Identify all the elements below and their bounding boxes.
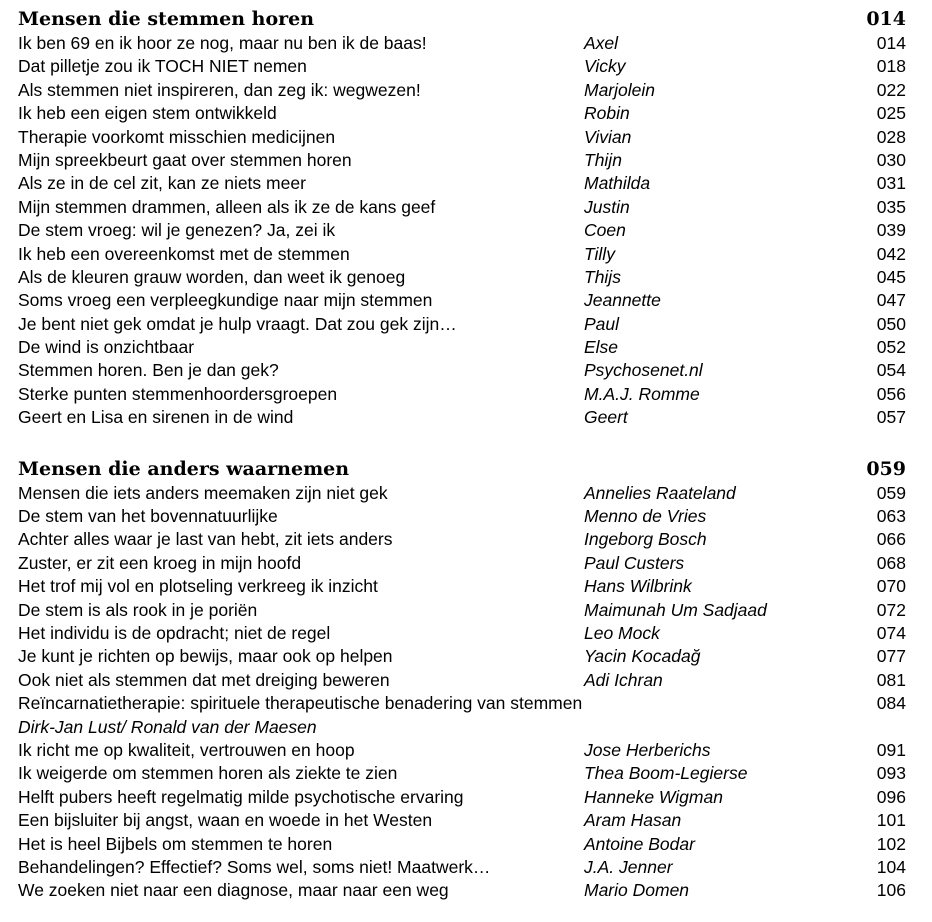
entry-author: Annelies Raateland	[584, 482, 736, 503]
entry-title: Je kunt je richten op bewijs, maar ook op helpen	[18, 646, 393, 667]
entry-title: Helft pubers heeft regelmatig milde psychotische ervaring	[18, 786, 464, 807]
toc-entry	[18, 879, 906, 902]
entry-author: Adi Ichran	[584, 669, 663, 690]
entry-page-number: 045	[876, 266, 906, 287]
entry-author: Thea Boom-Legierse	[584, 763, 748, 784]
entry-author: Menno de Vries	[584, 506, 707, 527]
toc-entry	[18, 692, 906, 715]
entry-page-number: 096	[876, 786, 906, 807]
entry-title: Het trof mij vol en plotseling verkreeg ik inzicht	[18, 576, 378, 597]
entry-page-number: 081	[876, 669, 906, 690]
entry-title: De stem vroeg: wil je genezen? Ja, zei ik	[18, 220, 336, 241]
entry-title: Ik heb een eigen stem ontwikkeld	[18, 103, 277, 124]
entry-page-number: 106	[876, 880, 906, 901]
entry-page-number: 077	[876, 646, 906, 667]
entry-title: De stem is als rook in je poriën	[18, 599, 258, 620]
entry-author: Maimunah Um Sadjaad	[584, 599, 767, 620]
entry-author: Hanneke Wigman	[584, 786, 723, 807]
entry-page-number: 042	[876, 243, 906, 264]
toc-entry	[18, 552, 906, 575]
toc-entry	[18, 762, 906, 785]
entry-title: Ik richt me op kwaliteit, vertrouwen en hoop	[18, 739, 355, 760]
toc-entry	[18, 856, 906, 879]
entry-page-number: 063	[876, 506, 906, 527]
toc-entry	[18, 669, 906, 692]
toc-entry	[18, 243, 906, 266]
entry-title: Zuster, er zit een kroeg in mijn hoofd	[18, 552, 302, 573]
entry-page-number: 057	[876, 407, 906, 428]
entry-title: Ik heb een overeenkomst met de stemmen	[18, 243, 350, 264]
entry-title: Het individu is de opdracht; niet de regel	[18, 622, 331, 643]
entry-page-number: 018	[876, 56, 906, 77]
entry-page-number: 091	[876, 739, 906, 760]
entry-page-number: 068	[876, 552, 906, 573]
entry-author: Axel	[584, 33, 619, 53]
entry-page-number: 047	[876, 290, 906, 311]
toc-entry	[18, 622, 906, 645]
entry-author: J.A. Jenner	[584, 856, 673, 877]
toc-entry	[18, 219, 906, 242]
entry-page-number: 070	[876, 576, 906, 597]
entry-author: Dirk-Jan Lust/ Ronald van der Maesen	[18, 716, 317, 737]
toc-entry	[18, 482, 906, 505]
entry-title: Stemmen horen. Ben je dan gek?	[18, 360, 279, 381]
entry-author: Mathilda	[584, 173, 651, 194]
entry-title: Als de kleuren grauw worden, dan weet ik genoeg	[18, 266, 406, 287]
toc-entry	[18, 833, 906, 856]
toc-entry	[18, 172, 906, 195]
entry-author: Paul	[584, 313, 620, 334]
toc-entry	[18, 406, 906, 429]
toc-entry	[18, 126, 906, 149]
entry-author: M.A.J. Romme	[584, 383, 700, 404]
toc-entry	[18, 505, 906, 528]
toc-entry	[18, 55, 906, 78]
entry-author: Mario Domen	[584, 880, 690, 901]
entry-page-number: 031	[876, 173, 906, 194]
toc-entry	[18, 575, 906, 598]
section-heading	[18, 456, 906, 482]
entry-title: We zoeken niet naar een diagnose, maar naar een weg	[18, 880, 449, 901]
entry-author: Hans Wilbrink	[584, 576, 692, 597]
entry-title: Geert en Lisa en sirenen in de wind	[18, 407, 294, 428]
entry-page-number: 052	[876, 337, 906, 358]
entry-author: Aram Hasan	[584, 810, 682, 831]
entry-page-number: 093	[876, 763, 906, 784]
entry-author: Else	[584, 337, 619, 358]
section-page-number: 014	[866, 8, 906, 30]
entry-title: Een bijsluiter bij angst, waan en woede in het Westen	[18, 810, 433, 831]
entry-page-number: 014	[876, 33, 906, 53]
toc-entry	[18, 313, 906, 336]
entry-author: Thijs	[584, 266, 621, 287]
entry-page-number: 025	[876, 103, 906, 124]
entry-page-number: 039	[876, 220, 906, 241]
entry-title: Het is heel Bijbels om stemmen te horen	[18, 833, 333, 854]
entry-author: Vicky	[584, 56, 626, 77]
entry-author: Jose Herberichs	[584, 739, 711, 760]
entry-title: Behandelingen? Effectief? Soms wel, soms niet! Maatwerk…	[18, 856, 491, 877]
entry-title: De stem van het bovennatuurlijke	[18, 506, 278, 527]
entry-page-number: 074	[876, 622, 906, 643]
toc-entry	[18, 383, 906, 406]
entry-author: Thijn	[584, 149, 622, 170]
section-page-number: 059	[866, 457, 906, 480]
entry-page-number: 028	[876, 126, 906, 147]
entry-author: Geert	[584, 407, 628, 428]
entry-author: Antoine Bodar	[584, 833, 695, 854]
entry-title: Mensen die iets anders meemaken zijn niet gek	[18, 482, 388, 503]
entry-title: Ik weigerde om stemmen horen als ziekte te zien	[18, 763, 398, 784]
entry-title: Je bent niet gek omdat je hulp vraagt. Dat zou gek zijn…	[18, 313, 457, 334]
entry-page-number: 059	[876, 482, 906, 503]
entry-page-number: 030	[876, 149, 906, 170]
entry-title: Soms vroeg een verpleegkundige naar mijn stemmen	[18, 290, 433, 311]
entry-page-number: 101	[876, 810, 906, 831]
entry-title: Achter alles waar je last van hebt, zit iets anders	[18, 529, 393, 550]
entry-title: Therapie voorkomt misschien medicijnen	[18, 126, 336, 147]
entry-title: Ook niet als stemmen dat met dreiging beweren	[18, 669, 390, 690]
entry-author: Leo Mock	[584, 622, 660, 643]
toc-entry	[18, 32, 906, 55]
entry-page-number: 084	[876, 693, 906, 714]
entry-author: Justin	[584, 196, 630, 217]
toc-entry	[18, 79, 906, 102]
entry-page-number: 056	[876, 383, 906, 404]
entry-author: Coen	[584, 220, 626, 241]
table-of-contents	[18, 6, 906, 903]
entry-author: Paul Custers	[584, 552, 685, 573]
entry-page-number: 102	[876, 833, 906, 854]
toc-entry	[18, 289, 906, 312]
entry-author: Ingeborg Bosch	[584, 529, 707, 550]
entry-title: Mijn spreekbeurt gaat over stemmen horen	[18, 149, 352, 170]
toc-entry	[18, 599, 906, 622]
toc-entry	[18, 336, 906, 359]
toc-entry	[18, 528, 906, 551]
toc-entry	[18, 102, 906, 125]
entry-title: De wind is onzichtbaar	[18, 337, 195, 358]
section-title: Mensen die stemmen horen	[18, 8, 315, 30]
toc-entry	[18, 645, 906, 668]
entry-page-number: 066	[876, 529, 906, 550]
entry-title: Sterke punten stemmenhoordersgroepen	[18, 383, 338, 404]
toc-entry	[18, 196, 906, 219]
entry-page-number: 072	[876, 599, 906, 620]
entry-author: Yacin Kocadağ	[584, 646, 701, 667]
entry-page-number: 054	[876, 360, 906, 381]
entry-author: Jeannette	[584, 290, 661, 311]
entry-author: Tilly	[584, 243, 615, 264]
entry-page-number: 104	[876, 856, 906, 877]
entry-title: Als ze in de cel zit, kan ze niets meer	[18, 173, 306, 194]
entry-author: Marjolein	[584, 79, 655, 100]
entry-title: Reïncarnatietherapie: spirituele therapeutische benadering van stemmen	[18, 693, 583, 714]
entry-page-number: 035	[876, 196, 906, 217]
toc-entry	[18, 809, 906, 832]
toc-entry	[18, 739, 906, 762]
toc-entry	[18, 266, 906, 289]
entry-title: Ik ben 69 en ik hoor ze nog, maar nu ben ik de baas!	[18, 33, 427, 53]
entry-author: Robin	[584, 103, 630, 124]
toc-entry	[18, 359, 906, 382]
toc-entry	[18, 786, 906, 809]
section-title: Mensen die anders waarnemen	[18, 457, 350, 480]
entry-title: Mijn stemmen drammen, alleen als ik ze de kans geef	[18, 196, 436, 217]
entry-author: Psychosenet.nl	[584, 360, 703, 381]
entry-title: Als stemmen niet inspireren, dan zeg ik: wegwezen!	[18, 79, 421, 100]
entry-author: Vivian	[584, 126, 632, 147]
entry-page-number: 050	[876, 313, 906, 334]
toc-section	[18, 456, 906, 903]
toc-section	[18, 6, 906, 430]
entry-title: Dat pilletje zou ik TOCH NIET nemen	[18, 56, 307, 77]
toc-entry	[18, 149, 906, 172]
section-heading	[18, 6, 906, 32]
entry-page-number: 022	[876, 79, 906, 100]
